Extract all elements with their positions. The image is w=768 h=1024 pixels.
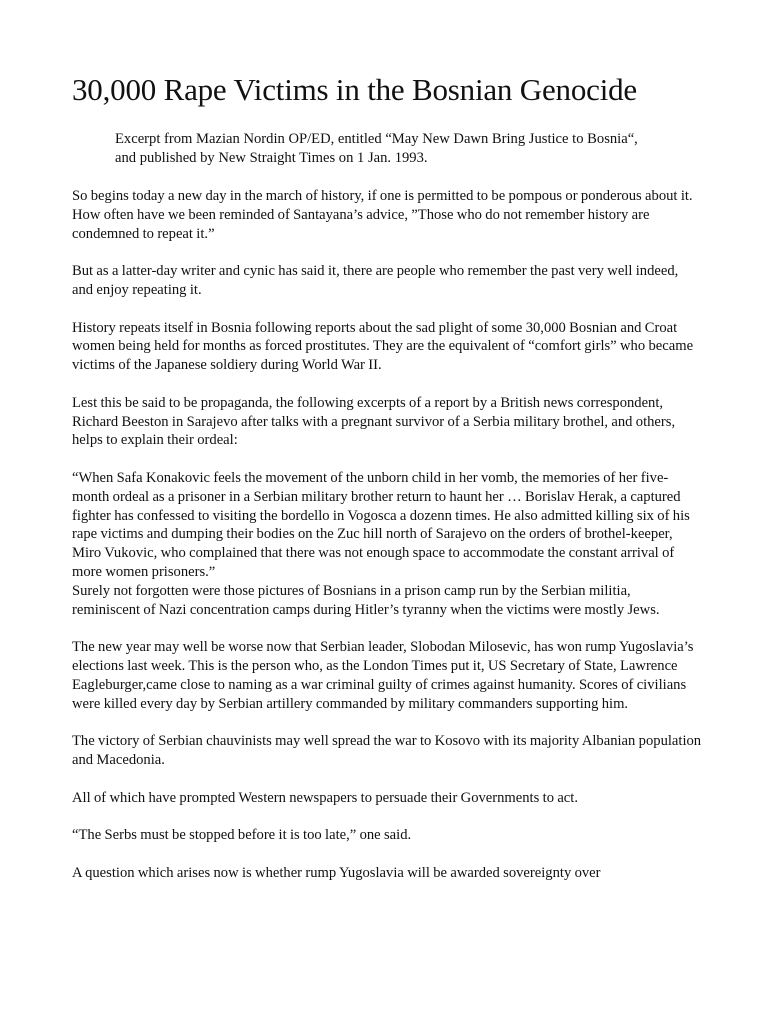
paragraph: All of which have prompted Western newspapers to persuade their Governments to act. [72,789,578,806]
excerpt-note: Excerpt from Mazian Nordin OP/ED, entitled “May New Dawn Bring Justice to Bosnia“, and published by New Straight Times on 1 Jan. 1993. [115,131,638,166]
paragraph: The new year may well be worse now that Serbian leader, Slobodan Milosevic, has won rump Yugoslavia’s elections last week. This is the person who, as the London Times put it, US Secretary of State, Lawrence Eagleburger,came close to naming as a war criminal guilty of crimes against humanity. Scores of civilians were killed every day by Serbian artillery commanded by military commanders supporting him. [72,639,694,712]
paragraph: Surely not forgotten were those pictures of Bosnians in a prison camp run by the Serbian militia, reminiscent of Nazi concentration camps during Hitler’s tyranny when the victims were mostly Jews. [72,582,660,618]
quote-paragraph: “When Safa Konakovic feels the movement of the unborn child in her vomb, the memories of her five-month ordeal as a prisoner in a Serbian military brother return to haunt her … Borislav Herak, a captured fighter has confessed to visiting the bordello in Vogosca a dozenn times. He also admitted killing six of his rape victims and dumping their bodies on the Zuc hill north of Sarajevo on the orders of brothel-keeper, Miro Vukovic, who complained that there was not enough space to accommodate the constant arrival of more women prisoners.” [72,469,690,580]
paragraph: “The Serbs must be stopped before it is too late,” one said. [72,827,412,844]
paragraph: Lest this be said to be propaganda, the following excerpts of a report by a British news correspondent, Richard Beeston in Sarajevo after talks with a pregnant survivor of a Serbia military brothel, and others, helps to explain their ordeal: [72,394,676,449]
document-page [72,70,702,901]
paragraph: History repeats itself in Bosnia following reports about the sad plight of some 30,000 Bosnian and Croat women being held for months as forced prostitutes. They are the equivalent of “comfort girls” who became victims of the Japanese soldiery during World War II. [72,319,694,374]
document-title: 30,000 Rape Victims in the Bosnian Genocide [72,72,637,107]
paragraph: A question which arises now is whether rump Yugoslavia will be awarded sovereignty over [72,864,601,881]
paragraph: But as a latter-day writer and cynic has said it, there are people who remember the past very well indeed, and enjoy repeating it. [72,263,679,298]
paragraph: The victory of Serbian chauvinists may well spread the war to Kosovo with its majority Albanian population and Macedonia. [72,733,702,768]
document-body [72,187,702,882]
paragraph: So begins today a new day in the march of history, if one is permitted to be pompous or ponderous about it. How often have we been reminded of Santayana’s advice, ”Those who do not remember history are condemned to repeat it.” [72,188,693,242]
